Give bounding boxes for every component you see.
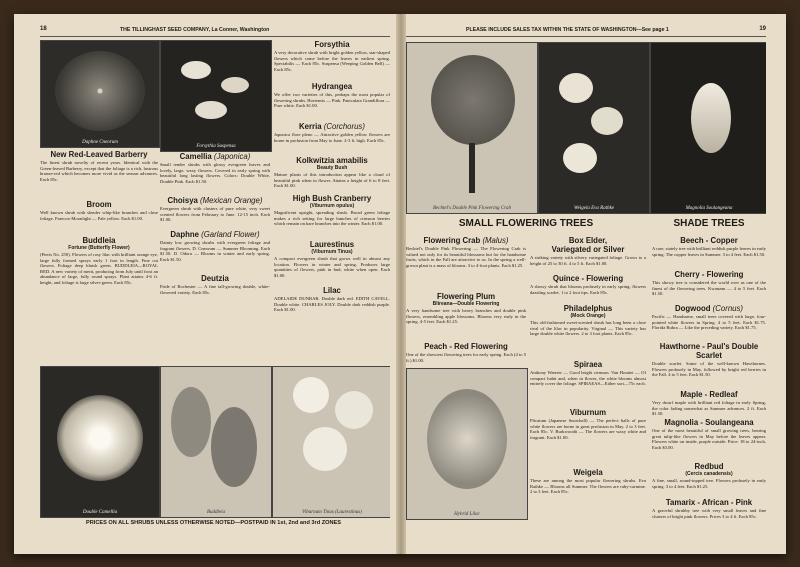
viburnum-body: Plicatum (Japanese Snowball) — The perfect balls of pure white flowers are borne in great profusion in May. 2 to 3 feet. Each 85c. V. Burkwoodii — The flowers are waxy white and fragrant. Each $1.00.: [530, 418, 646, 440]
right-page: [406, 24, 766, 546]
buddleia-caption: Buddleia: [206, 510, 226, 515]
magnolia-body: One of the most beautiful of small growing trees, bearing great tulip-like flowers in May before the leaves appear. Flowers white on inside, purple outside. Price: 18 to 24-inch, Each $3.00.: [652, 428, 766, 450]
plum-title: Flowering Plum: [436, 292, 496, 301]
lilac-title: Lilac: [323, 286, 341, 295]
weigela-caption: Weigela Eva Rathke: [573, 206, 615, 211]
philadelphus-title: Philadelphus: [563, 304, 613, 313]
philadelphus-subtitle: (Mock Orange): [570, 313, 606, 319]
boxelder-section: [530, 236, 646, 266]
hydrangea-title: Hydrangea: [311, 82, 353, 91]
lilac-photo: [406, 368, 528, 520]
book-gutter: [396, 14, 406, 554]
left-page: [40, 24, 390, 546]
magnolia-caption: Magnolia Soulangeana: [685, 206, 733, 211]
barberry-body: The finest shrub novelty of recent years. Identical with the Green-leaved Barberry, except that the foliage is a rich, lustrous bronze-red which becomes more vivid as the season advances. Each 85c.: [40, 160, 158, 182]
barberry-section: [40, 150, 158, 182]
camellia-section: [160, 152, 270, 184]
camellia-subtitle: (Japonica): [213, 152, 251, 161]
plum-section: [406, 292, 526, 325]
redbud-title: Redbud: [694, 462, 724, 471]
weigela-body: These are among the most popular flowering shrubs. Eva Rathke — Blooms all Summer. The flowers are ruby-carmine. 2 to 3 feet. Each 85c.: [530, 478, 646, 495]
camellia-title: [160, 152, 270, 161]
spiraea-title: Spiraea: [573, 360, 603, 369]
left-footer: PRICES ON ALL SHRUBS UNLESS OTHERWISE NOTED—POSTPAID IN 1st, 2nd and 3rd ZONES: [86, 520, 341, 526]
cranberry-section: [274, 194, 390, 227]
camellia-title-text: Camellia: [179, 152, 212, 161]
magnolia-photo: [650, 42, 766, 214]
kolkwitzia-title: Kolkwitzia amabilis: [296, 156, 368, 165]
right-header-title: PLEASE INCLUDE SALES TAX WITHIN THE STATE OF WASHINGTON—See page 1: [466, 27, 669, 33]
hawthorne-section: [652, 342, 766, 378]
camellia-photo: [40, 366, 160, 518]
weigela-section: [530, 468, 646, 495]
forsythia-section: [274, 40, 390, 72]
cherry-section: [652, 270, 766, 297]
dogwood-section: [652, 304, 766, 331]
forsythia-title: Forsythia: [314, 40, 350, 49]
cranberry-subtitle: (Viburnum opulus): [309, 203, 355, 209]
peach-section: [406, 342, 526, 363]
crab-body: Bechtel's Double Pink Flowering — The Flowering Crab is valued not only for its beautiful blossoms but for the handsome fruits, which in the Fall are attractive to us. In the spring a well-grown plant is a mass of blooms. 3 to 4-foot plants. Each $1.25.: [406, 246, 526, 268]
choisya-title-text: Choisya: [167, 196, 198, 205]
left-page-header: [40, 24, 390, 37]
choisya-subtitle: (Mexican Orange): [200, 196, 263, 205]
buddleia-body: (Pieris No. 250). Flowers of rosy lilac with brilliant orange eye, large fully formed sprays early 1 foot in length. Fine cut flowers. Foliage deep bluish green. BUDDLEIA—ROYAL RED. A new variety of merit, producing from July until frost an abundance of large, fully round sprays. Plant attains 4-6 ft. height, and foliage is large silver-green. Each 85c.: [40, 252, 158, 285]
beech-title: Beech - Copper: [680, 236, 738, 245]
magnolia-title: Magnolia - Soulangeana: [664, 418, 754, 427]
redbud-subtitle: (Cercis canadensis): [685, 471, 733, 477]
kerria-section: [274, 122, 390, 143]
daphne-title-text: Daphne: [170, 230, 199, 239]
hydrangea-body: We offer two varieties of this, perhaps the most popular of flowering shrubs. Hortensis — Pink. Paniculata Grandiflora — Pure white. Each $1.00.: [274, 92, 390, 109]
deutzia-title: Deutzia: [201, 274, 229, 283]
tamarix-body: A graceful shrubby tree with very small leaves and fine clusters of bright pink flowers. Prices 3 to 4 ft. Each 85c.: [652, 508, 766, 519]
spiraea-section: [530, 360, 646, 387]
broom-body: Well known shrub with slender whip-like branches and close foliage. Praecox-Moonlight — Pale yellow. Each $1.00.: [40, 210, 158, 221]
daphne-subtitle: (Garland Flower): [201, 230, 260, 239]
buddleia-subtitle: Fortune (Butterfly Flower): [68, 245, 130, 251]
peach-body: One of the showiest flowering trees for early spring. Each (4 to 5 ft.) $1.00.: [406, 352, 526, 363]
shade-trees-banner: SHADE TREES: [673, 218, 745, 229]
crab-title-text: Flowering Crab: [423, 236, 481, 245]
cherry-title: Cherry - Flowering: [674, 270, 744, 279]
maple-section: [652, 390, 766, 417]
dogwood-title: [652, 304, 766, 313]
forsythia-caption: Forsythia Suspensa: [196, 144, 236, 149]
daphne-caption: Daphne Cneorum: [82, 140, 118, 145]
daphne-title: [160, 230, 270, 239]
right-page-number: 19: [759, 26, 766, 32]
dogwood-title-text: Dogwood: [674, 304, 711, 313]
lilac-caption: Hybrid Lilac: [454, 512, 480, 517]
camellia-caption: Double Camellia: [82, 510, 118, 515]
hawthorne-body: Double scarlet. Some of the well-known Hawthornes. Flowers profusely in May, followed by bright red berries in the Fall. 4 to 5 feet. Each $1.50.: [652, 361, 766, 378]
hawthorne-title: Hawthorne - Paul's Double: [659, 342, 759, 351]
weigela-photo: [538, 42, 650, 214]
deutzia-section: [160, 274, 270, 295]
crab-title: [406, 236, 526, 245]
lilac-section: [274, 286, 390, 313]
viburnum-photo: [272, 366, 390, 518]
boxelder-title-2: Variegated or Silver: [551, 245, 625, 254]
laurestinus-body: A compact evergreen shrub that grows well in almost any location. Flowers in winter and spring. Produces large quantities of flowers, pink in bud, white when open. Each $1.00.: [274, 256, 390, 278]
redbud-body: A fine, small, round-topped tree. Flowers profusely in early spring. 3 to 4 feet. Each $1.25.: [652, 478, 766, 489]
right-page-header: [406, 24, 766, 37]
buddleia-title: Buddleia: [82, 236, 116, 245]
broom-title: Broom: [86, 200, 112, 209]
left-page-number: 18: [40, 26, 47, 32]
crab-caption: Bechtel's Double Pink Flowering Crab: [432, 206, 511, 211]
kerria-title-text: Kerria: [299, 122, 322, 131]
cherry-body: This showy tree is considered the world over as one of the finest of the flowering trees. Kwanzan — 4 to 5 feet. Each $1.50.: [652, 280, 766, 297]
laurestinus-section: [274, 240, 390, 278]
maple-title: Maple - Redleaf: [680, 390, 738, 399]
plum-subtitle: Blireana—Double Flowering: [432, 301, 500, 307]
plum-body: A very handsome tree with heavy branches and double pink flowers, resembling apple blossoms. Blooms very early in the spring. 4-5 feet. Each $1.25.: [406, 308, 526, 325]
cranberry-body: Magnificent upright, spreading shrub. Broad green foliage makes a rich setting for large bunches of crimson berries which remain on bare branches into the winter. Each $1.00.: [274, 210, 390, 227]
tamarix-title: Tamarix - African - Pink: [665, 498, 753, 507]
broom-section: [40, 200, 158, 221]
forsythia-body: A very decorative shrub with bright golden yellow, star-shaped flowers which come before the leaves in earliest spring. Spectabilis — Each 85c. Suspensa (Weeping Golden Bell) — Each 85c.: [274, 50, 390, 72]
viburnum-caption: Viburnum Tinus (Laurestinus): [302, 510, 362, 515]
forsythia-photo: [160, 40, 272, 152]
camellia-body: Small tender shrubs with glossy evergreen leaves and lovely, large, waxy flowers. Covered in early spring with beautiful long lasting flowers. Colors: Double White, Double Pink. Each $1.50.: [160, 162, 270, 184]
dogwood-body: Pacific — Handsome, small trees covered with large, four-pointed white flowers in Spring. 4 to 5 feet. Each $1.75. Florida Rubra — Like the preceding variety. Each $1.75.: [652, 314, 766, 331]
crab-section: [406, 236, 526, 268]
choisya-body: Evergreen shrub with clusters of pure white, very sweet scented flowers from February to June. 12-15 inch. Each $1.00.: [160, 206, 270, 223]
philadelphus-section: [530, 304, 646, 337]
hydrangea-section: [274, 82, 390, 109]
left-header-title: THE TILLINGHAST SEED COMPANY, La Conner, Washington: [120, 27, 270, 33]
shade-trees-banner-section: [652, 218, 766, 230]
spiraea-body: Anthony Waterer — Good bright crimson. Van Houttei — Of compact habit and, when in flower, the white blooms almost entirely cover the foliage. SPIRAEAS—Either sort—75c each.: [530, 370, 646, 387]
kolkwitzia-body: Mature plants of this introduction appear like a cloud of beautiful pink when in flower. Attains a height of 6 to 8 feet. Each $1.00.: [274, 172, 390, 189]
laurestinus-title: Laurestinus: [309, 240, 355, 249]
choisya-title: [160, 196, 270, 205]
catalog-spread: [14, 14, 786, 554]
daphne-body: Dainty low growing shrubs with evergreen foliage and fragrant flowers. D. Cneorum — Summer Blooming. Each $1.50. D. Odora — Blooms in winter and early spring. Each $1.50.: [160, 240, 270, 262]
lilac-body: ADELAIDE DUNBAR. Double dark red. EDITH CAVELL. Double white. CHARLES JOLY. Double dark reddish purple. Each $1.00.: [274, 296, 390, 313]
maple-body: Very dwarf maple with brilliant red foliage in early Spring, the color fading somewhat as Summer advances. 2 ft. Each $1.50.: [652, 400, 766, 417]
small-trees-banner: SMALL FLOWERING TREES: [458, 218, 594, 229]
beech-body: A rare, stately tree with brilliant reddish purple leaves in early spring. The copper leaves in Summer. 3 to 4 feet. Each $1.50.: [652, 246, 766, 257]
dogwood-subtitle: (Cornus): [712, 304, 743, 313]
cranberry-title: High Bush Cranberry: [292, 194, 372, 203]
buddleia-section: [40, 236, 158, 286]
laurestinus-subtitle: (Viburnum Tinus): [311, 249, 353, 255]
kolkwitzia-subtitle: Beauty Bush: [316, 165, 348, 171]
hawthorne-title-2: Scarlet: [695, 351, 722, 360]
buddleia-photo: [160, 366, 272, 518]
deutzia-body: Pride of Rochester — A fine tall-growing double, white-flowered variety. Each 85c.: [160, 284, 270, 295]
beech-section: [652, 236, 766, 257]
small-trees-banner-section: [406, 218, 646, 230]
crab-photo: [406, 42, 538, 214]
tamarix-section: [652, 498, 766, 519]
viburnum-title: Viburnum: [569, 408, 607, 417]
kerria-subtitle: (Corchorus): [323, 122, 365, 131]
daphne-photo: [40, 40, 160, 148]
barberry-title: New Red-Leaved Barberry: [50, 150, 148, 159]
viburnum-section: [530, 408, 646, 440]
kerria-body: Japonica flore pleno — Attractive golden yellow flowers are borne in profusion from May to June. 2-3 ft. high. Each 85c.: [274, 132, 390, 143]
weigela-title: Weigela: [573, 468, 603, 477]
magnolia-section: [652, 418, 766, 450]
quince-section: [530, 274, 646, 295]
quince-title: Quince - Flowering: [552, 274, 624, 283]
daphne-section: [160, 230, 270, 262]
kolkwitzia-section: [274, 156, 390, 189]
kerria-title: [274, 122, 390, 131]
crab-subtitle: (Malus): [482, 236, 509, 245]
quince-body: A showy shrub that blooms profusely in early spring; flowers dazzling scarlet. 1 to 2 foot tips. Each 85c.: [530, 284, 646, 295]
choisya-section: [160, 196, 270, 223]
philadelphus-body: This old-fashioned sweet-scented shrub has long been a close rival of the lilac in popularity. Virginal — This variety has large double white flowers. 2 to 3 foot plants. Each 85c.: [530, 320, 646, 337]
boxelder-title: Box Elder,: [568, 236, 608, 245]
boxelder-body: A striking variety with silvery variegated foliage. Grows to a height of 25 to 30 ft. 4 to 5 ft. Each $1.00.: [530, 255, 646, 266]
peach-title: Peach - Red Flowering: [424, 342, 508, 351]
redbud-section: [652, 462, 766, 489]
